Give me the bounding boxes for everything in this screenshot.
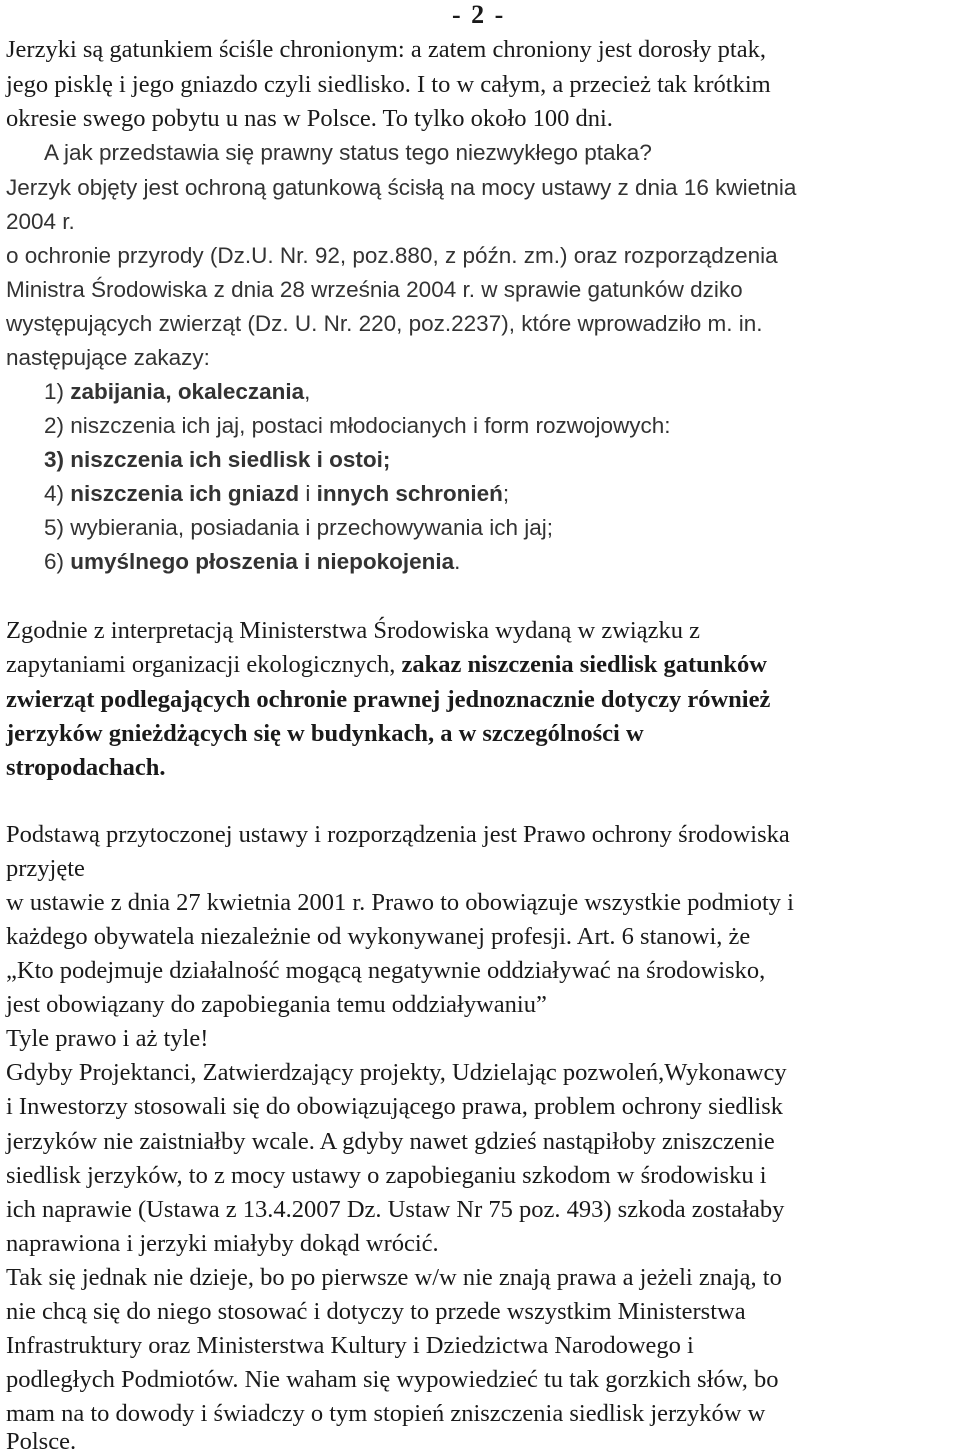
text-line: zwierząt podlegających ochronie prawnej jednoznacznie dotyczy również: [6, 686, 771, 713]
text-line: podległych Podmiotów. Nie waham się wypowiedzieć tu tak gorzkich słów, bo: [6, 1366, 779, 1393]
text-line: Polsce.: [6, 1428, 77, 1455]
text-line: następujące zakazy:: [6, 345, 210, 370]
text-segment: ,: [304, 379, 311, 404]
text-line: Podstawą przytoczonej ustawy i rozporządzenia jest Prawo ochrony środowiska: [6, 821, 790, 848]
text-line: mam na to dowody i świadczy o tym stopień zniszczenia siedlisk jerzyków w: [6, 1400, 766, 1427]
text-line: i Inwestorzy stosowali się do obowiązującego prawa, problem ochrony siedlisk: [6, 1093, 784, 1120]
text-line: A jak przedstawia się prawny status tego niezwykłego ptaka?: [44, 140, 652, 165]
text-line: 2004 r.: [6, 209, 75, 234]
text-segment: i: [299, 481, 317, 506]
text-line: Ministra Środowiska z dnia 28 września 2004 r. w sprawie gatunków dziko: [6, 277, 743, 302]
text-line: naprawiona i jerzyki miałyby dokąd wrócić.: [6, 1230, 439, 1257]
text-line: „Kto podejmuje działalność mogącą negatywnie oddziaływać na środowisko,: [6, 957, 766, 984]
ban-item: [44, 483, 509, 506]
text-line: występujących zwierząt (Dz. U. Nr. 220, poz.2237), które wprowadziło m. in.: [6, 311, 763, 336]
text-line: jego pisklę i jego gniazdo czyli siedlisko. I to w całym, a przecież tak krótkim: [6, 71, 771, 98]
text-line: Gdyby Projektanci, Zatwierdzający projekty, Udzielając pozwoleń,Wykonawcy: [6, 1059, 787, 1086]
ban-item: 3) niszczenia ich siedlisk i ostoi;: [44, 447, 391, 472]
bold-text: niszczenia ich gniazd: [70, 481, 300, 506]
text-line: [6, 245, 778, 268]
ban-item: 5) wybierania, posiadania i przechowywania ich jaj;: [44, 515, 554, 540]
list-number: 6): [44, 549, 65, 574]
text-line: Jerzyk objęty jest ochroną gatunkową ścisłą na mocy ustawy z dnia 16 kwietnia: [6, 175, 797, 200]
text-segment: ) oraz rozporządzenia: [560, 243, 778, 268]
list-number: 4): [44, 481, 65, 506]
page-number: - 2 -: [452, 0, 506, 29]
text-line: Jerzyki są gatunkiem ściśle chronionym: a zatem chroniony jest dorosły ptak,: [6, 36, 766, 63]
text-line: każdego obywatela niezależnie od wykonywanej profesji. Art. 6 stanowi, że: [6, 923, 751, 950]
text-line: Tak się jednak nie dzieje, bo po pierwsze w/w nie znają prawa a jeżeli znają, to: [6, 1264, 782, 1291]
text-segment: zapytaniami organizacji ekologicznych,: [6, 651, 402, 678]
text-segment: ;: [502, 481, 510, 506]
text-line: nie chcą się do niego stosować i dotyczy to przede wszystkim Ministerstwa: [6, 1298, 746, 1325]
ban-item: [44, 551, 460, 574]
text-line: siedlisk jerzyków, to z mocy ustawy o zapobieganiu szkodom w środowisku i: [6, 1162, 767, 1189]
bold-text: umyślnego płoszenia i niepokojenia: [70, 549, 455, 574]
text-segment: .: [454, 549, 461, 574]
text-line: jerzyków nie zaistniałby wcale. A gdyby nawet gdzieś nastąpiłoby zniszczenie: [6, 1128, 775, 1155]
text-line: ich naprawie (Ustawa z 13.4.2007 Dz. Ustaw Nr 75 poz. 493) szkoda zostałaby: [6, 1196, 785, 1223]
ban-item: 2) niszczenia ich jaj, postaci młodocianych i form rozwojowych:: [44, 413, 671, 438]
bold-text: innych schronień: [316, 481, 503, 506]
text-line: jerzyków gnieżdżących się w budynkach, a w szczególności w: [6, 720, 644, 747]
text-line: [6, 653, 767, 678]
ban-item: [44, 381, 310, 404]
text-line: Zgodnie z interpretacją Ministerstwa Środowiska wydaną w związku z: [6, 617, 700, 644]
bold-text: zabijania, okaleczania: [70, 379, 305, 404]
text-line: Infrastruktury oraz Ministerstwa Kultury i Dziedzictwa Narodowego i: [6, 1332, 694, 1359]
text-line: Tyle prawo i aż tyle!: [6, 1025, 209, 1052]
text-line: stropodachach.: [6, 754, 166, 781]
list-number: 1): [44, 379, 65, 404]
text-line: przyjęte: [6, 855, 85, 882]
text-line: w ustawie z dnia 27 kwietnia 2001 r. Prawo to obowiązuje wszystkie podmioty i: [6, 889, 794, 916]
text-segment: o ochronie przyrody (Dz.U. Nr. 92, poz.880, z późn. zm.: [6, 243, 560, 268]
bold-text: zakaz niszczenia siedlisk gatunków: [401, 651, 767, 678]
text-line: okresie swego pobytu u nas w Polsce. To tylko około 100 dni.: [6, 105, 613, 132]
text-line: jest obowiązany do zapobiegania temu oddziaływaniu”: [6, 991, 547, 1018]
